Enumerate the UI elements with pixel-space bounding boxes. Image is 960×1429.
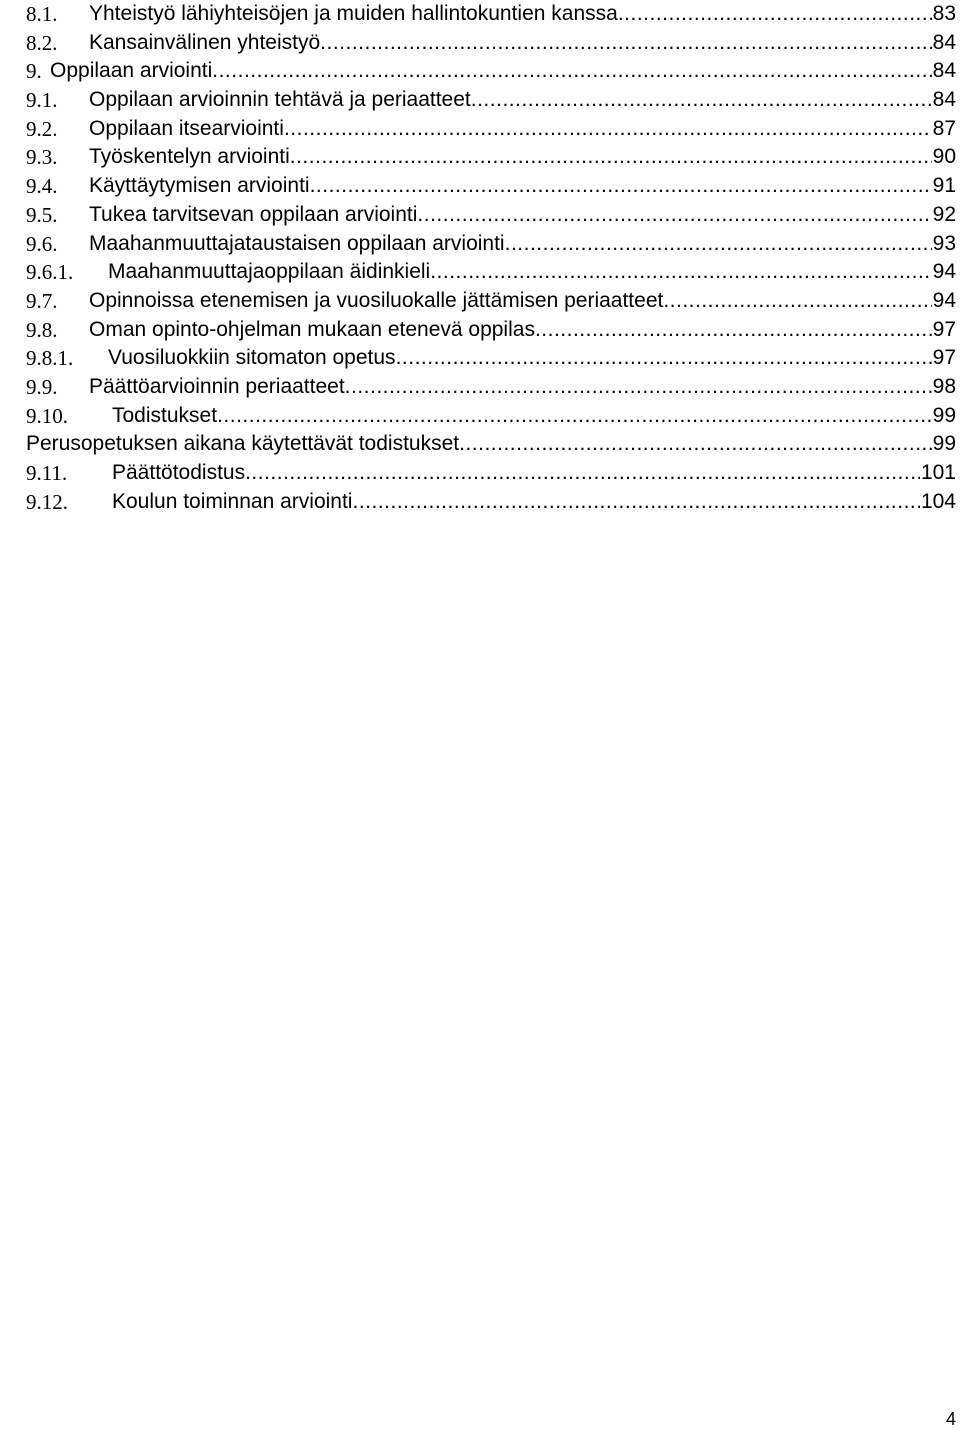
toc-entry-title: Todistukset bbox=[112, 403, 218, 427]
toc-entry-page: 83 bbox=[932, 2, 956, 25]
toc-entry-page: 99 bbox=[932, 403, 956, 427]
toc-entry-page: 84 bbox=[932, 88, 956, 112]
toc-entry-number: 9.1. bbox=[26, 88, 58, 113]
toc-entry-number: 9.3. bbox=[26, 145, 58, 170]
toc-entry-page: 87 bbox=[932, 116, 956, 140]
toc-dot-leader bbox=[290, 143, 932, 172]
toc-entry-page: 104 bbox=[920, 489, 956, 513]
toc-entry-page: 90 bbox=[932, 145, 956, 169]
toc-entry-number: 9.8. bbox=[26, 317, 58, 342]
toc-dot-leader bbox=[212, 57, 931, 86]
toc-entry-title: Päättöarvioinnin periaatteet bbox=[89, 374, 345, 398]
toc-dot-leader bbox=[459, 430, 932, 459]
toc-entry-page: 84 bbox=[932, 30, 956, 54]
toc-entry-title: Tukea tarvitsevan oppilaan arviointi bbox=[89, 202, 418, 226]
toc-entry[interactable] bbox=[26, 316, 956, 345]
toc-dot-leader bbox=[245, 459, 920, 488]
toc-entry-number: 9. bbox=[26, 59, 42, 84]
toc-entry-title: Koulun toiminnan arviointi bbox=[112, 489, 353, 513]
toc-dot-leader bbox=[417, 201, 931, 230]
toc-dot-leader bbox=[320, 29, 931, 58]
toc-entry[interactable] bbox=[26, 172, 956, 201]
toc-entry-number: 8.2. bbox=[26, 30, 58, 55]
toc-entry[interactable] bbox=[26, 430, 956, 459]
toc-dot-leader bbox=[618, 0, 932, 29]
toc-dot-leader bbox=[535, 316, 932, 345]
toc-entry-title: Käyttäytymisen arviointi bbox=[89, 174, 310, 198]
toc-entry[interactable] bbox=[26, 143, 956, 172]
toc-entry-page: 92 bbox=[932, 202, 956, 226]
toc-entry-number: 9.10. bbox=[26, 403, 68, 428]
toc-entry-title: Perusopetuksen aikana käytettävät todistukset bbox=[26, 432, 460, 456]
toc-entry-number: 9.2. bbox=[26, 116, 58, 141]
toc-entry-title: Yhteistyö lähiyhteisöjen ja muiden hallintokuntien kanssa bbox=[89, 2, 618, 25]
toc-dot-leader bbox=[430, 258, 931, 287]
toc-entry[interactable] bbox=[26, 115, 956, 144]
toc-dot-leader bbox=[345, 373, 932, 402]
toc-entry-page: 93 bbox=[932, 231, 956, 255]
toc-entry-number: 9.4. bbox=[26, 174, 58, 199]
page-number: 4 bbox=[945, 1409, 956, 1429]
toc-entry-title: Vuosiluokkiin sitomaton opetus bbox=[108, 346, 396, 370]
toc-dot-leader bbox=[505, 230, 932, 259]
toc-dot-leader bbox=[471, 86, 932, 115]
toc-entry[interactable] bbox=[26, 287, 956, 316]
toc-entry-title: Oppilaan arvioinnin tehtävä ja periaatteet bbox=[89, 88, 471, 112]
toc-entry-page: 94 bbox=[932, 260, 956, 284]
toc-entry-number: 9.11. bbox=[26, 461, 68, 485]
toc-entry-page: 99 bbox=[932, 432, 956, 456]
toc-entry[interactable] bbox=[26, 201, 956, 230]
toc-entry-number: 9.9. bbox=[26, 374, 58, 399]
toc-entry-page: 98 bbox=[932, 374, 956, 398]
toc-dot-leader bbox=[310, 172, 932, 201]
toc-entry-title: Oppilaan arviointi bbox=[50, 59, 213, 83]
toc-entry-title: Opinnoissa etenemisen ja vuosiluokalle jättämisen periaatteet bbox=[89, 288, 664, 312]
toc-entry-title: Työskentelyn arviointi bbox=[89, 145, 290, 169]
toc-dot-leader bbox=[396, 344, 932, 373]
toc-entry[interactable] bbox=[26, 402, 956, 431]
toc-entry[interactable] bbox=[26, 488, 956, 517]
toc-entry[interactable] bbox=[26, 373, 956, 402]
toc-entry[interactable] bbox=[26, 29, 956, 58]
toc-entry-title: Maahanmuuttajaoppilaan äidinkieli bbox=[108, 260, 431, 284]
toc-entry-number: 9.6.1. bbox=[26, 260, 74, 285]
toc-entry-number: 9.5. bbox=[26, 202, 58, 227]
toc-entry-number: 9.8.1. bbox=[26, 346, 74, 371]
toc-entry-title: Oppilaan itsearviointi bbox=[89, 116, 284, 140]
toc-entry-page: 94 bbox=[932, 288, 956, 312]
toc-entry[interactable] bbox=[26, 57, 956, 86]
toc-entry-title: Oman opinto-ohjelman mukaan etenevä oppilas bbox=[89, 317, 535, 341]
toc-entry[interactable] bbox=[26, 344, 956, 373]
toc-entry-page: 91 bbox=[932, 174, 956, 198]
toc-entry-number: 8.1. bbox=[26, 2, 58, 26]
toc-dot-leader bbox=[217, 402, 932, 431]
toc-entry-number: 9.6. bbox=[26, 231, 58, 256]
toc-entry[interactable] bbox=[26, 230, 956, 259]
toc-entry[interactable] bbox=[26, 258, 956, 287]
toc-entry[interactable] bbox=[26, 459, 956, 488]
toc-entry[interactable] bbox=[26, 86, 956, 115]
toc-dot-leader bbox=[663, 287, 931, 316]
toc-entry-page: 84 bbox=[932, 59, 956, 83]
toc-entry[interactable] bbox=[26, 0, 956, 29]
toc-entry-number: 9.7. bbox=[26, 288, 58, 313]
toc-entry-page: 97 bbox=[932, 346, 956, 370]
toc-entry-title: Maahanmuuttajataustaisen oppilaan arviointi bbox=[89, 231, 505, 255]
toc-entry-page: 97 bbox=[932, 317, 956, 341]
toc-entry-number: 9.12. bbox=[26, 489, 68, 514]
table-of-contents bbox=[26, 0, 956, 516]
toc-entry-page: 101 bbox=[920, 461, 956, 484]
toc-entry-title: Kansainvälinen yhteistyö bbox=[89, 30, 321, 54]
toc-dot-leader bbox=[284, 115, 932, 144]
toc-entry-title: Päättötodistus bbox=[112, 461, 246, 484]
toc-dot-leader bbox=[352, 488, 919, 517]
